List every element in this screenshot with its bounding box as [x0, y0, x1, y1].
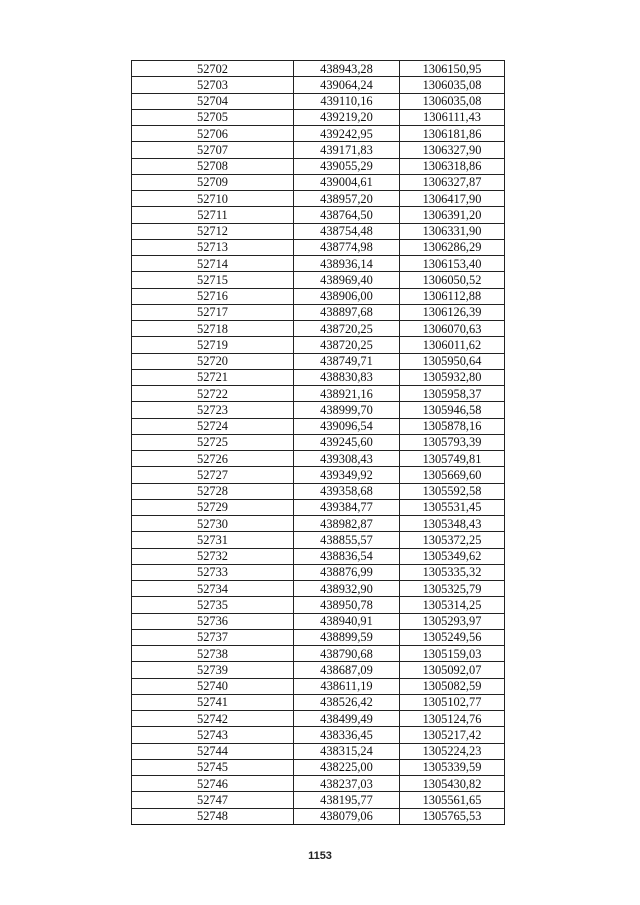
point-number-cell: 52741 — [132, 694, 294, 710]
x-coordinate-cell: 438790,68 — [294, 646, 400, 662]
table-row — [132, 174, 505, 190]
table-row — [132, 109, 505, 125]
y-coordinate-cell: 1305958,37 — [400, 386, 505, 402]
point-number-cell: 52712 — [132, 223, 294, 239]
table-row — [132, 532, 505, 548]
table-row — [132, 77, 505, 93]
table-row — [132, 792, 505, 808]
x-coordinate-cell: 439242,95 — [294, 126, 400, 142]
x-coordinate-cell: 438315,24 — [294, 743, 400, 759]
table-row — [132, 386, 505, 402]
table-row — [132, 434, 505, 450]
point-number-cell: 52748 — [132, 808, 294, 824]
point-number-cell: 52713 — [132, 239, 294, 255]
y-coordinate-cell: 1305950,64 — [400, 353, 505, 369]
point-number-cell: 52742 — [132, 711, 294, 727]
y-coordinate-cell: 1305335,32 — [400, 564, 505, 580]
table-row — [132, 353, 505, 369]
point-number-cell: 52706 — [132, 126, 294, 142]
table-row — [132, 662, 505, 678]
x-coordinate-cell: 439055,29 — [294, 158, 400, 174]
point-number-cell: 52737 — [132, 629, 294, 645]
y-coordinate-cell: 1306150,95 — [400, 61, 505, 77]
point-number-cell: 52728 — [132, 483, 294, 499]
table-row — [132, 369, 505, 385]
y-coordinate-cell: 1305592,58 — [400, 483, 505, 499]
x-coordinate-cell: 438899,59 — [294, 629, 400, 645]
y-coordinate-cell: 1306181,86 — [400, 126, 505, 142]
x-coordinate-cell: 438195,77 — [294, 792, 400, 808]
x-coordinate-cell: 438499,49 — [294, 711, 400, 727]
table-row — [132, 272, 505, 288]
x-coordinate-cell: 438720,25 — [294, 321, 400, 337]
y-coordinate-cell: 1305082,59 — [400, 678, 505, 694]
y-coordinate-cell: 1305878,16 — [400, 418, 505, 434]
point-number-cell: 52722 — [132, 386, 294, 402]
y-coordinate-cell: 1305531,45 — [400, 499, 505, 515]
point-number-cell: 52723 — [132, 402, 294, 418]
table-row — [132, 304, 505, 320]
x-coordinate-cell: 438969,40 — [294, 272, 400, 288]
y-coordinate-cell: 1306318,86 — [400, 158, 505, 174]
y-coordinate-cell: 1305092,07 — [400, 662, 505, 678]
y-coordinate-cell: 1306035,08 — [400, 93, 505, 109]
x-coordinate-cell: 438225,00 — [294, 759, 400, 775]
table-row — [132, 613, 505, 629]
point-number-cell: 52739 — [132, 662, 294, 678]
x-coordinate-cell: 439308,43 — [294, 451, 400, 467]
point-number-cell: 52710 — [132, 191, 294, 207]
point-number-cell: 52709 — [132, 174, 294, 190]
table-row — [132, 191, 505, 207]
point-number-cell: 52725 — [132, 434, 294, 450]
point-number-cell: 52746 — [132, 776, 294, 792]
point-number-cell: 52715 — [132, 272, 294, 288]
x-coordinate-cell: 438830,83 — [294, 369, 400, 385]
table-row — [132, 808, 505, 824]
point-number-cell: 52727 — [132, 467, 294, 483]
table-row — [132, 499, 505, 515]
table-row — [132, 142, 505, 158]
x-coordinate-cell: 438855,57 — [294, 532, 400, 548]
table-row — [132, 402, 505, 418]
y-coordinate-cell: 1305793,39 — [400, 434, 505, 450]
y-coordinate-cell: 1306327,87 — [400, 174, 505, 190]
x-coordinate-cell: 438237,03 — [294, 776, 400, 792]
x-coordinate-cell: 438921,16 — [294, 386, 400, 402]
x-coordinate-cell: 439219,20 — [294, 109, 400, 125]
point-number-cell: 52719 — [132, 337, 294, 353]
table-row — [132, 239, 505, 255]
point-number-cell: 52736 — [132, 613, 294, 629]
y-coordinate-cell: 1305372,25 — [400, 532, 505, 548]
y-coordinate-cell: 1305430,82 — [400, 776, 505, 792]
x-coordinate-cell: 438749,71 — [294, 353, 400, 369]
y-coordinate-cell: 1305765,53 — [400, 808, 505, 824]
point-number-cell: 52734 — [132, 581, 294, 597]
x-coordinate-cell: 438764,50 — [294, 207, 400, 223]
y-coordinate-cell: 1306126,39 — [400, 304, 505, 320]
point-number-cell: 52743 — [132, 727, 294, 743]
x-coordinate-cell: 438079,06 — [294, 808, 400, 824]
table-row — [132, 61, 505, 77]
x-coordinate-cell: 438897,68 — [294, 304, 400, 320]
coordinate-table — [131, 60, 505, 825]
point-number-cell: 52729 — [132, 499, 294, 515]
y-coordinate-cell: 1305669,60 — [400, 467, 505, 483]
table-row — [132, 548, 505, 564]
x-coordinate-cell: 439245,60 — [294, 434, 400, 450]
y-coordinate-cell: 1305932,80 — [400, 369, 505, 385]
point-number-cell: 52702 — [132, 61, 294, 77]
x-coordinate-cell: 438774,98 — [294, 239, 400, 255]
y-coordinate-cell: 1306286,29 — [400, 239, 505, 255]
table-row — [132, 256, 505, 272]
x-coordinate-cell: 439358,68 — [294, 483, 400, 499]
table-row — [132, 467, 505, 483]
y-coordinate-cell: 1306112,88 — [400, 288, 505, 304]
x-coordinate-cell: 438720,25 — [294, 337, 400, 353]
table-row — [132, 158, 505, 174]
coordinate-table-body — [132, 61, 505, 825]
table-row — [132, 597, 505, 613]
table-row — [132, 516, 505, 532]
y-coordinate-cell: 1305224,23 — [400, 743, 505, 759]
point-number-cell: 52745 — [132, 759, 294, 775]
y-coordinate-cell: 1305561,65 — [400, 792, 505, 808]
x-coordinate-cell: 438526,42 — [294, 694, 400, 710]
x-coordinate-cell: 438940,91 — [294, 613, 400, 629]
y-coordinate-cell: 1305339,59 — [400, 759, 505, 775]
x-coordinate-cell: 439110,16 — [294, 93, 400, 109]
table-row — [132, 711, 505, 727]
table-row — [132, 678, 505, 694]
x-coordinate-cell: 438950,78 — [294, 597, 400, 613]
table-row — [132, 776, 505, 792]
table-row — [132, 223, 505, 239]
x-coordinate-cell: 439004,61 — [294, 174, 400, 190]
y-coordinate-cell: 1306035,08 — [400, 77, 505, 93]
x-coordinate-cell: 438906,00 — [294, 288, 400, 304]
table-row — [132, 418, 505, 434]
x-coordinate-cell: 438943,28 — [294, 61, 400, 77]
point-number-cell: 52705 — [132, 109, 294, 125]
table-row — [132, 759, 505, 775]
table-row — [132, 629, 505, 645]
y-coordinate-cell: 1306111,43 — [400, 109, 505, 125]
x-coordinate-cell: 439171,83 — [294, 142, 400, 158]
y-coordinate-cell: 1306050,52 — [400, 272, 505, 288]
point-number-cell: 52733 — [132, 564, 294, 580]
x-coordinate-cell: 438836,54 — [294, 548, 400, 564]
point-number-cell: 52726 — [132, 451, 294, 467]
y-coordinate-cell: 1305348,43 — [400, 516, 505, 532]
point-number-cell: 52718 — [132, 321, 294, 337]
y-coordinate-cell: 1306331,90 — [400, 223, 505, 239]
point-number-cell: 52717 — [132, 304, 294, 320]
table-row — [132, 694, 505, 710]
point-number-cell: 52724 — [132, 418, 294, 434]
y-coordinate-cell: 1306153,40 — [400, 256, 505, 272]
point-number-cell: 52714 — [132, 256, 294, 272]
y-coordinate-cell: 1305102,77 — [400, 694, 505, 710]
table-row — [132, 207, 505, 223]
x-coordinate-cell: 439064,24 — [294, 77, 400, 93]
y-coordinate-cell: 1305314,25 — [400, 597, 505, 613]
x-coordinate-cell: 439349,92 — [294, 467, 400, 483]
x-coordinate-cell: 438336,45 — [294, 727, 400, 743]
point-number-cell: 52731 — [132, 532, 294, 548]
table-row — [132, 727, 505, 743]
table-row — [132, 321, 505, 337]
y-coordinate-cell: 1305349,62 — [400, 548, 505, 564]
x-coordinate-cell: 438611,19 — [294, 678, 400, 694]
x-coordinate-cell: 439384,77 — [294, 499, 400, 515]
y-coordinate-cell: 1305217,42 — [400, 727, 505, 743]
point-number-cell: 52711 — [132, 207, 294, 223]
point-number-cell: 52732 — [132, 548, 294, 564]
table-row — [132, 451, 505, 467]
point-number-cell: 52708 — [132, 158, 294, 174]
x-coordinate-cell: 438754,48 — [294, 223, 400, 239]
point-number-cell: 52730 — [132, 516, 294, 532]
x-coordinate-cell: 438876,99 — [294, 564, 400, 580]
y-coordinate-cell: 1305159,03 — [400, 646, 505, 662]
x-coordinate-cell: 438687,09 — [294, 662, 400, 678]
table-row — [132, 93, 505, 109]
y-coordinate-cell: 1306417,90 — [400, 191, 505, 207]
y-coordinate-cell: 1305249,56 — [400, 629, 505, 645]
point-number-cell: 52716 — [132, 288, 294, 304]
y-coordinate-cell: 1305293,97 — [400, 613, 505, 629]
point-number-cell: 52744 — [132, 743, 294, 759]
page-number: 1153 — [308, 850, 332, 862]
table-row — [132, 483, 505, 499]
y-coordinate-cell: 1306327,90 — [400, 142, 505, 158]
y-coordinate-cell: 1305946,58 — [400, 402, 505, 418]
table-row — [132, 743, 505, 759]
y-coordinate-cell: 1306011,62 — [400, 337, 505, 353]
table-row — [132, 646, 505, 662]
y-coordinate-cell: 1306070,63 — [400, 321, 505, 337]
y-coordinate-cell: 1305749,81 — [400, 451, 505, 467]
x-coordinate-cell: 438999,70 — [294, 402, 400, 418]
y-coordinate-cell: 1305325,79 — [400, 581, 505, 597]
point-number-cell: 52747 — [132, 792, 294, 808]
table-row — [132, 288, 505, 304]
point-number-cell: 52703 — [132, 77, 294, 93]
x-coordinate-cell: 439096,54 — [294, 418, 400, 434]
table-row — [132, 564, 505, 580]
point-number-cell: 52707 — [132, 142, 294, 158]
point-number-cell: 52720 — [132, 353, 294, 369]
point-number-cell: 52740 — [132, 678, 294, 694]
point-number-cell: 52738 — [132, 646, 294, 662]
point-number-cell: 52704 — [132, 93, 294, 109]
point-number-cell: 52721 — [132, 369, 294, 385]
y-coordinate-cell: 1305124,76 — [400, 711, 505, 727]
table-row — [132, 581, 505, 597]
x-coordinate-cell: 438932,90 — [294, 581, 400, 597]
point-number-cell: 52735 — [132, 597, 294, 613]
x-coordinate-cell: 438982,87 — [294, 516, 400, 532]
table-row — [132, 337, 505, 353]
y-coordinate-cell: 1306391,20 — [400, 207, 505, 223]
x-coordinate-cell: 438957,20 — [294, 191, 400, 207]
x-coordinate-cell: 438936,14 — [294, 256, 400, 272]
table-row — [132, 126, 505, 142]
